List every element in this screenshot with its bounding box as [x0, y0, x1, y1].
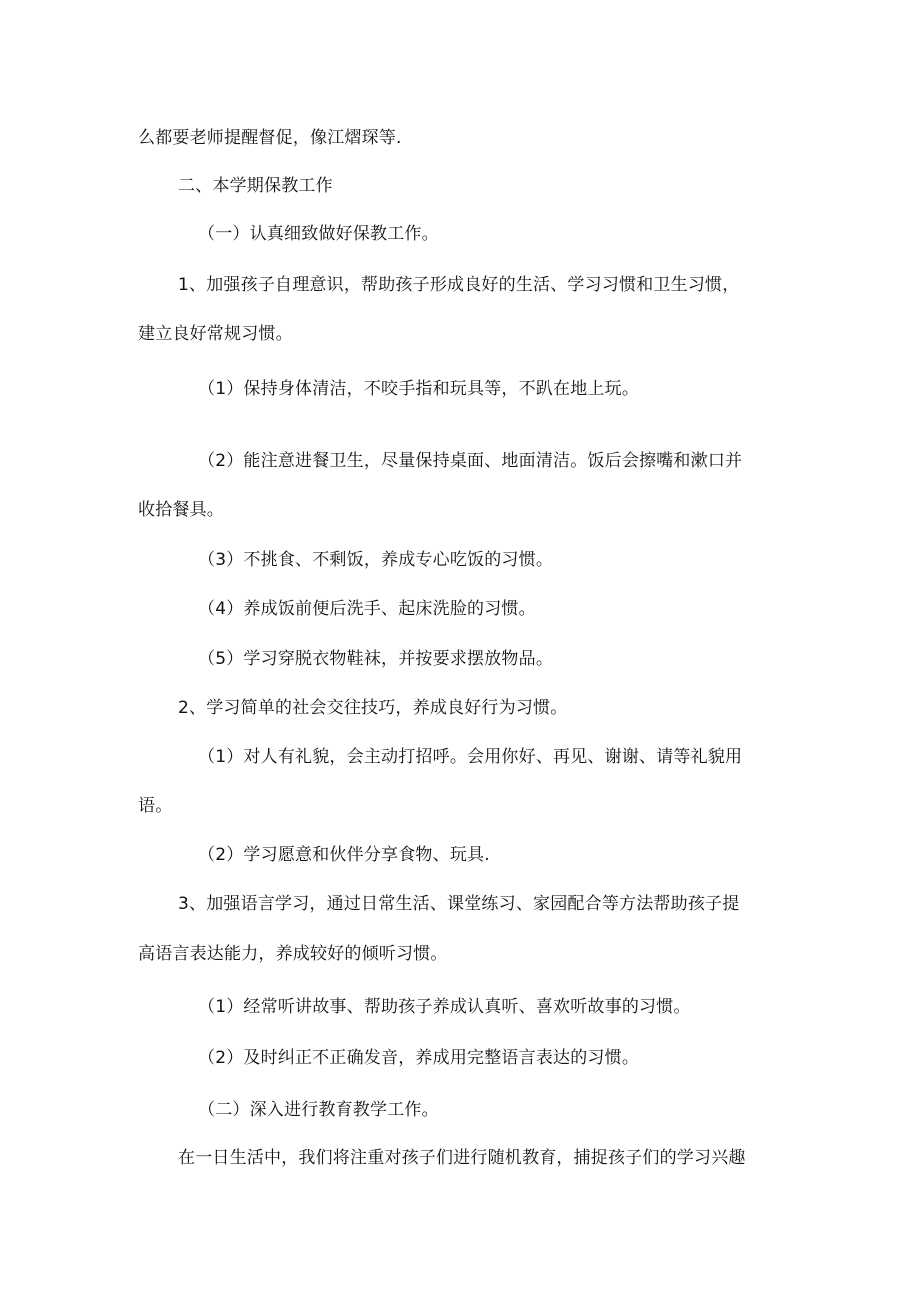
paragraph-line: 收拾餐具。	[138, 500, 224, 520]
sub-item: （4）养成饭前便后洗手、起床洗脸的习惯。	[198, 599, 536, 619]
subsection-heading: （二）深入进行教育教学工作。	[198, 1100, 439, 1120]
sub-item: （1）保持身体清洁，不咬手指和玩具等，不趴在地上玩。	[198, 379, 640, 399]
sub-item: （1）经常听讲故事、帮助孩子养成认真听、喜欢听故事的习惯。	[198, 997, 691, 1017]
subsection-heading: （一）认真细致做好保教工作。	[198, 224, 439, 244]
sub-item: （1）对人有礼貌，会主动打招呼。会用你好、再见、谢谢、请等礼貌用	[198, 747, 743, 767]
paragraph-line: 建立良好常规习惯。	[138, 324, 293, 344]
sub-item: （2）能注意进餐卫生，尽量保持桌面、地面清洁。饭后会擦嘴和漱口并	[198, 451, 743, 471]
numbered-item: 1、加强孩子自理意识，帮助孩子形成良好的生活、学习习惯和卫生习惯，	[178, 275, 740, 295]
sub-item: （5）学习穿脱衣物鞋袜，并按要求摆放物品。	[198, 649, 554, 669]
section-heading: 二、本学期保教工作	[178, 176, 333, 196]
paragraph-line: 在一日生活中，我们将注重对孩子们进行随机教育，捕捉孩子们的学习兴趣	[178, 1148, 746, 1168]
sub-item: （3）不挑食、不剩饭，养成专心吃饭的习惯。	[198, 550, 554, 570]
numbered-item: 2、学习简单的社会交往技巧，养成良好行为习惯。	[178, 698, 568, 718]
paragraph-line: 语。	[138, 796, 173, 816]
sub-item: （2）及时纠正不正确发音，养成用完整语言表达的习惯。	[198, 1048, 640, 1068]
sub-item: （2）学习愿意和伙伴分享食物、玩具.	[198, 845, 490, 865]
numbered-item: 3、加强语言学习，通过日常生活、课堂练习、家园配合等方法帮助孩子提	[178, 894, 740, 914]
paragraph-line: 高语言表达能力，养成较好的倾听习惯。	[138, 944, 448, 964]
paragraph-line: 么都要老师提醒督促，像江熠琛等.	[138, 128, 402, 148]
